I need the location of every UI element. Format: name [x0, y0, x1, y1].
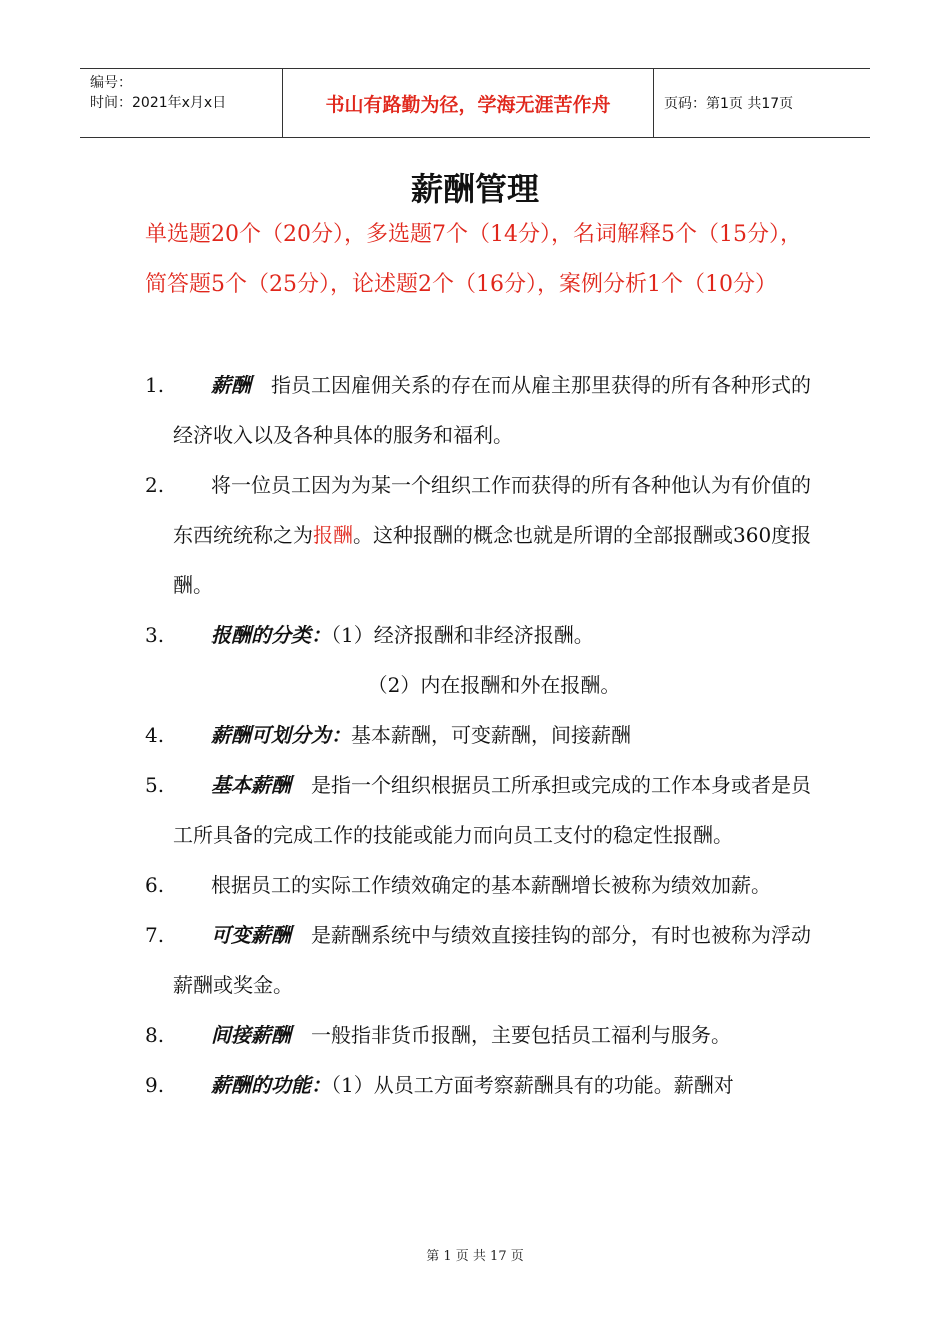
header-left-cell: [80, 69, 282, 137]
item-text: 一般指非货币报酬，主要包括员工福利与服务。: [291, 1023, 731, 1047]
motto: 书山有路勤为径，学海无涯苦作舟: [282, 69, 654, 137]
date-label: 时间：2021年x月x日: [90, 95, 227, 111]
item-number: 7.: [145, 923, 165, 947]
list-item: [145, 860, 815, 910]
item-text: 基本薪酬，可变薪酬，间接薪酬: [351, 723, 631, 747]
list-item: [145, 460, 815, 610]
page-footer: 第 1 页 共 17 页: [426, 1249, 524, 1264]
item-text: （1）经济报酬和非经济报酬。: [331, 623, 594, 647]
item-text-post: 。这种报酬的概念也就是所谓的全部报酬或360度报酬。: [173, 523, 812, 597]
list-item: [145, 760, 815, 860]
item-list: [145, 360, 815, 1110]
number-label: 编号：: [90, 75, 132, 91]
item-text: （1）从员工方面考察薪酬具有的功能。薪酬对: [331, 1073, 734, 1097]
item-number: 4.: [145, 723, 165, 747]
item-number: 8.: [145, 1023, 165, 1047]
item-text: 根据员工的实际工作绩效确定的基本薪酬增长被称为绩效加薪。: [211, 873, 771, 897]
list-item: [145, 360, 815, 460]
item-number: 2.: [145, 473, 165, 497]
item-number: 3.: [145, 623, 165, 647]
item-highlight: 报酬: [313, 523, 353, 547]
item-number: 1.: [145, 373, 165, 397]
list-item: [145, 610, 815, 660]
item-text: 是指一个组织根据员工所承担或完成的工作本身或者是员工所具备的完成工作的技能或能力而向员工支付的稳定性报酬。: [173, 773, 811, 847]
item-number: 9.: [145, 1073, 165, 1097]
document-title: 薪酬管理: [410, 170, 539, 208]
item-term: 薪酬: [211, 373, 251, 397]
item-subline: （2）内在报酬和外在报酬。: [367, 673, 621, 697]
page-info: 页码：第1页 共17页: [664, 96, 794, 112]
list-item: [145, 1010, 815, 1060]
item-text: 是薪酬系统中与绩效直接挂钩的部分，有时也被称为浮动薪酬或奖金。: [173, 923, 811, 997]
item-text: 指员工因雇佣关系的存在而从雇主那里获得的所有各种形式的经济收入以及各种具体的服务和福利。: [173, 373, 811, 447]
item-text: 将一位员工因为为某一个组织工作而获得的所有各种他认为有价值的东西统统称之为: [173, 473, 811, 547]
item-number: 5.: [145, 773, 165, 797]
item-term: 报酬的分类：: [211, 623, 331, 647]
item-number: 6.: [145, 873, 165, 897]
list-item: [145, 910, 815, 1010]
item-term: 基本薪酬: [211, 773, 291, 797]
list-item: [145, 1060, 815, 1110]
exam-intro: 单选题20个（20分），多选题7个（14分），名词解释5个（15分），简答题5个（25分），论述题2个（16分），案例分析1个（10分）: [145, 222, 802, 297]
item-term: 间接薪酬: [211, 1023, 291, 1047]
item-term: 可变薪酬: [211, 923, 291, 947]
header-table: [80, 68, 870, 138]
list-item: [145, 710, 815, 760]
item-term: 薪酬的功能：: [211, 1073, 331, 1097]
item-term: 薪酬可划分为：: [211, 723, 351, 747]
